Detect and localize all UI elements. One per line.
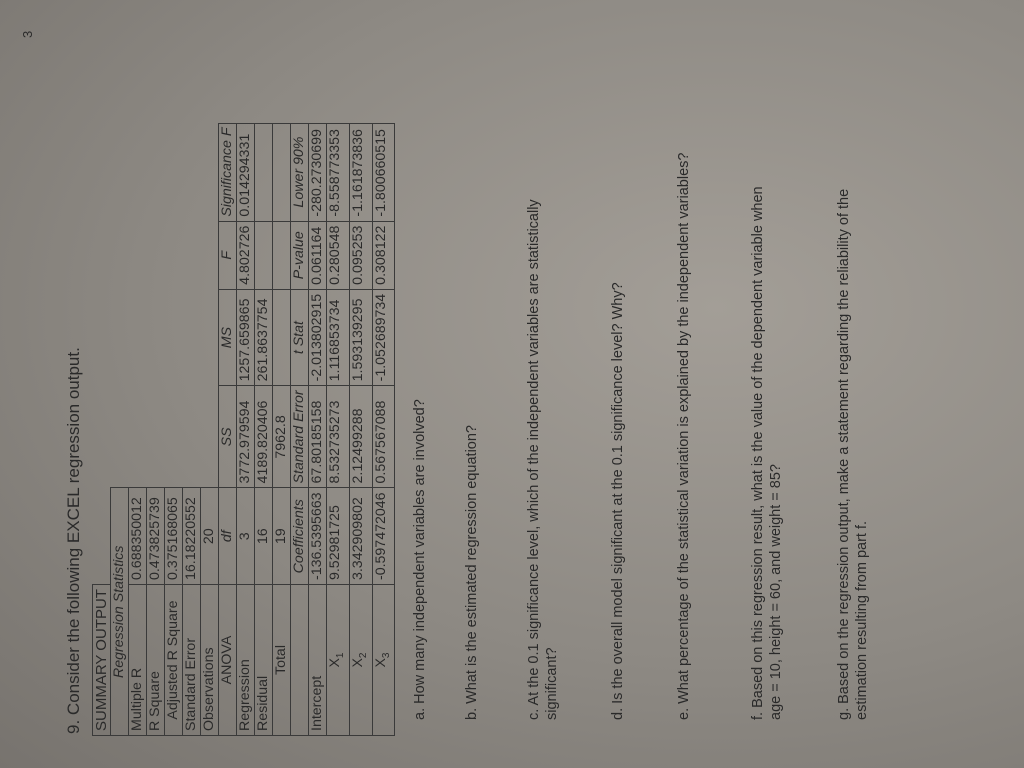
summary-output-title: SUMMARY OUTPUT: [93, 585, 111, 736]
col-header-ms: MS: [219, 289, 237, 386]
coef-label: [349, 585, 372, 736]
subquestion-c-line2: significant?: [544, 647, 561, 720]
col-header-p-value: P-value: [291, 221, 309, 289]
coef-label-sub: 3: [380, 652, 392, 659]
col-header-t-stat: t Stat: [291, 289, 309, 386]
subquestion-g-line2: estimation resulting from part f.: [854, 520, 871, 720]
anova-title: ANOVA: [219, 585, 237, 736]
table-row: [147, 123, 165, 735]
coef-value: 3.342909802: [349, 488, 372, 585]
subquestion-f-line1: f. Based on this regression result, what is the value of the dependent variable when: [750, 186, 767, 720]
table-row: [183, 123, 201, 735]
stat-value: 20: [201, 488, 219, 585]
subquestion-g-line1: g. Based on the regression output, make a statement regarding the reliability of the: [836, 188, 853, 720]
coef-t: 1.593139295: [349, 289, 372, 386]
stat-label: Adjusted R Square: [165, 585, 183, 736]
table-row: [372, 123, 395, 735]
table-row: [129, 123, 147, 735]
stat-label: Standard Error: [183, 585, 201, 736]
coef-value: -0.597472046: [372, 488, 395, 585]
coef-se: 8.532735273: [327, 386, 350, 488]
subquestion-c: [525, 26, 561, 720]
coef-lower: -1.161873836: [349, 123, 372, 221]
coef-lower: -8.558773353: [327, 123, 350, 221]
worksheet-content: [64, 26, 871, 736]
stat-value: 0.375168065: [165, 488, 183, 585]
coef-t: 1.116853734: [327, 289, 350, 386]
coef-label-text: Intercept: [309, 675, 325, 731]
coef-label-text: X: [349, 658, 366, 668]
coef-label-sub: 1: [334, 652, 346, 659]
regression-output-table: [92, 123, 395, 736]
anova-label: Regression: [237, 585, 255, 736]
coef-se: 67.80185158: [309, 386, 327, 488]
worksheet-page: [12, 4, 1012, 764]
stat-label: Observations: [201, 585, 219, 736]
anova-f: [273, 221, 291, 289]
table-row: [237, 123, 255, 735]
col-header-coefficients: Coefficients: [291, 488, 309, 585]
coef-value: 9.52981725: [327, 488, 350, 585]
col-header-lower-90: Lower 90%: [291, 123, 309, 221]
table-row: [349, 123, 372, 735]
subquestion-f-line2: age = 10, height = 60, and weight = 85?: [768, 464, 785, 720]
coef-t: -2.013802915: [309, 289, 327, 386]
anova-label: Residual: [255, 585, 273, 736]
coef-p: 0.061164: [309, 221, 327, 289]
coef-label-text: X: [372, 658, 389, 668]
table-row: [165, 123, 183, 735]
anova-df: 16: [255, 488, 273, 585]
col-header-df: df: [219, 488, 237, 585]
coef-t: -1.052689734: [372, 289, 395, 386]
anova-header-row: [219, 123, 237, 735]
table-row: [201, 123, 219, 735]
question-prompt: [64, 26, 84, 734]
coef-label: [372, 585, 395, 736]
stat-label: Multiple R: [129, 585, 147, 736]
col-header-standard-error: Standard Error: [291, 386, 309, 488]
anova-sigf: [273, 123, 291, 221]
anova-df: 3: [237, 488, 255, 585]
anova-f: 4.802726: [237, 221, 255, 289]
anova-ms: 261.8637754: [255, 289, 273, 386]
col-header-sigf: Significance F: [219, 123, 237, 221]
coef-p: 0.280548: [327, 221, 350, 289]
subquestion-b: b. What is the estimated regression equation?: [464, 425, 481, 720]
coef-p: 0.095253: [349, 221, 372, 289]
anova-f: [255, 221, 273, 289]
table-row: [327, 123, 350, 735]
col-header-ss: SS: [219, 386, 237, 488]
coef-label: [327, 585, 350, 736]
coef-label-sub: 2: [357, 652, 369, 659]
anova-ss: 3772.979594: [237, 386, 255, 488]
anova-label: Total: [273, 585, 291, 736]
coef-se: 2.12499288: [349, 386, 372, 488]
regression-statistics-header: Regression Statistics: [111, 488, 129, 736]
coef-label: [309, 585, 327, 736]
coef-label-text: X: [327, 658, 343, 668]
subquestion-e: e. What percentage of the statistical variation is explained by the independent variables?: [676, 152, 693, 720]
coef-se: 0.567567088: [372, 386, 395, 488]
anova-ms: 1257.659865: [237, 289, 255, 386]
coefficients-header-row: [291, 123, 309, 735]
subquestion-g: [835, 26, 871, 720]
stat-value: 0.688350012: [129, 488, 147, 585]
anova-ss: 4189.820406: [255, 386, 273, 488]
subquestion-d: d. Is the overall model significant at the 0.1 significance level? Why?: [610, 282, 627, 720]
anova-sigf: [255, 123, 273, 221]
anova-ss: 7962.8: [273, 386, 291, 488]
table-row: [255, 123, 273, 735]
anova-sigf: 0.014294331: [237, 123, 255, 221]
coef-lower: -280.2730699: [309, 123, 327, 221]
coef-lower: -1.800660515: [372, 123, 395, 221]
subquestion-c-line1: c. At the 0.1 significance level, which of the independent variables are statistically: [526, 199, 543, 720]
question-text: Consider the following EXCEL regression output.: [64, 347, 83, 716]
coef-p: 0.308122: [372, 221, 395, 289]
subquestion-a: a. How many independent variables are involved?: [412, 399, 429, 720]
anova-df: 19: [273, 488, 291, 585]
stat-value: 0.473825739: [147, 488, 165, 585]
stat-value: 16.18220552: [183, 488, 201, 585]
coef-value: -136.5395663: [309, 488, 327, 585]
table-row: [273, 123, 291, 735]
table-row: [309, 123, 327, 735]
question-number: 9.: [64, 719, 83, 734]
subquestions: [411, 26, 871, 736]
col-header-f: F: [219, 221, 237, 289]
anova-ms: [273, 289, 291, 386]
page-number: 3: [20, 30, 35, 38]
stat-label: R Square: [147, 585, 165, 736]
subquestion-f: [749, 26, 785, 720]
